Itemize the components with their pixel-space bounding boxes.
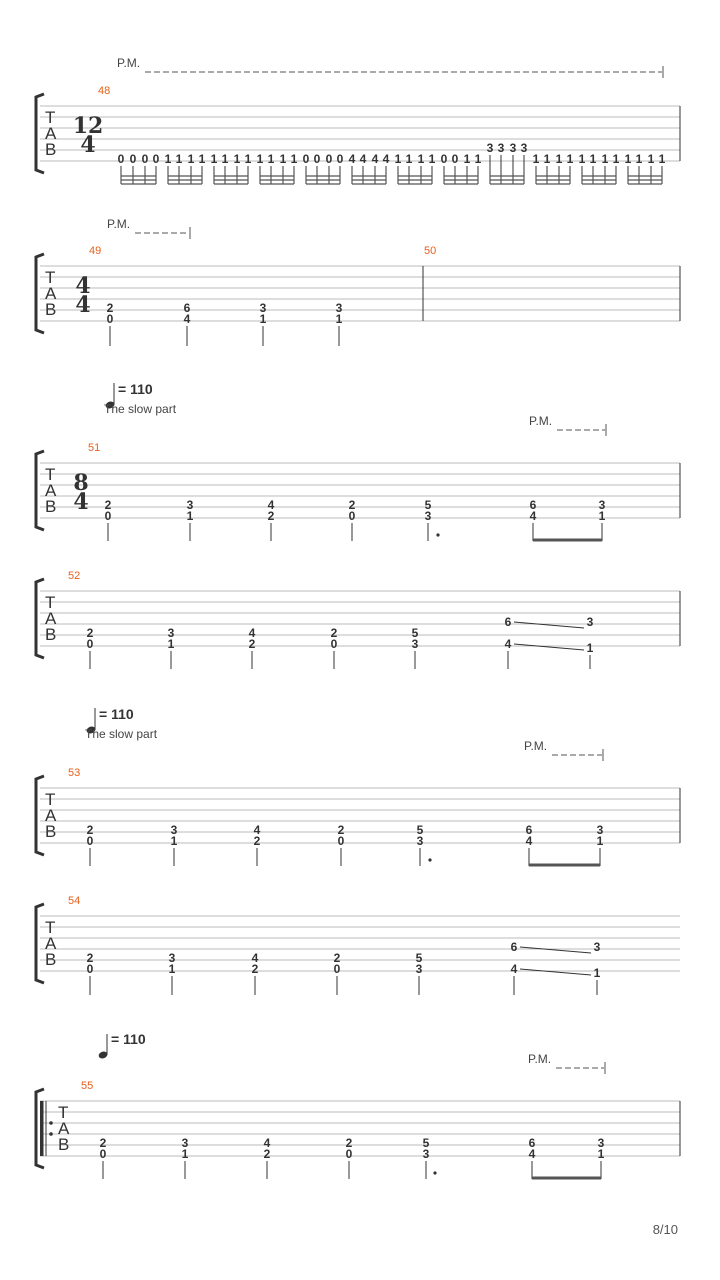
fret-number: 3: [168, 951, 176, 965]
fret-number: 1: [221, 152, 229, 166]
measure-number: 48: [98, 85, 111, 97]
staff-lines: [40, 788, 680, 843]
fret-number: 3: [509, 141, 517, 155]
tab-letter-b: B: [45, 497, 57, 516]
fret-number: 6: [525, 823, 533, 837]
fret-number: 5: [424, 498, 432, 512]
fret-number: 6: [528, 1136, 536, 1150]
time-signature-top: 4: [75, 273, 91, 299]
tab-letter-t: T: [45, 918, 56, 937]
fret-number: 2: [99, 1136, 107, 1150]
fret-number: 1: [290, 152, 298, 166]
fret-number: 1: [405, 152, 413, 166]
fret-number: 4: [371, 152, 379, 166]
fret-number: 1: [279, 152, 287, 166]
fret-number: 2: [263, 1147, 271, 1161]
fret-number: 4: [267, 498, 275, 512]
fret-number: 1: [589, 152, 597, 166]
measure-number: 54: [68, 895, 81, 907]
fret-number: 1: [543, 152, 551, 166]
fret-number: 0: [86, 962, 94, 976]
fret-number: 1: [335, 312, 343, 326]
tempo-marking: = 110: [111, 1031, 146, 1047]
fret-number: 6: [510, 940, 518, 954]
fret-number: 4: [525, 834, 533, 848]
fret-notes: [87, 615, 594, 669]
fret-number: 0: [106, 312, 114, 326]
fret-notes: [100, 1136, 605, 1179]
fret-number: 1: [532, 152, 540, 166]
dotted-rhythm: [433, 1171, 436, 1174]
fret-number: 1: [187, 152, 195, 166]
fret-number: 3: [586, 615, 594, 629]
fret-number: 3: [598, 498, 606, 512]
fret-number: 1: [417, 152, 425, 166]
fret-number: 1: [394, 152, 402, 166]
fret-number: 4: [348, 152, 356, 166]
dotted-rhythm: [428, 858, 431, 861]
fret-number: 3: [596, 823, 604, 837]
fret-number: 1: [259, 312, 267, 326]
tab-letter-b: B: [45, 625, 57, 644]
fret-number: 1: [267, 152, 275, 166]
system-48: [36, 56, 680, 184]
time-signature-bottom: 4: [80, 132, 96, 158]
section-text: The slow part: [104, 402, 177, 416]
fret-notes: [87, 823, 604, 866]
fret-number: 4: [183, 312, 191, 326]
fret-number: 1: [244, 152, 252, 166]
tempo-marking: = 110: [118, 381, 153, 397]
fret-number: 2: [104, 498, 112, 512]
fret-notes: [107, 301, 343, 346]
fret-number: 3: [520, 141, 528, 155]
fret-number: 4: [251, 951, 259, 965]
fret-number: 1: [198, 152, 206, 166]
fret-number: 3: [411, 637, 419, 651]
tab-letter-t: T: [45, 108, 56, 127]
tab-letter-t: T: [45, 268, 56, 287]
time-signature-bottom: 4: [75, 292, 91, 318]
fret-number: 1: [593, 966, 601, 980]
fret-number: 3: [259, 301, 267, 315]
fret-number: 3: [335, 301, 343, 315]
fret-number: 2: [267, 509, 275, 523]
fret-number: 1: [555, 152, 563, 166]
fret-number: 2: [86, 951, 94, 965]
system-53: [36, 706, 680, 866]
fret-number: 5: [411, 626, 419, 640]
fret-number: 0: [336, 152, 344, 166]
time-signature-top: 8: [73, 470, 89, 496]
fret-number: 2: [248, 637, 256, 651]
measure-number: 52: [68, 570, 81, 582]
fret-number: 0: [348, 509, 356, 523]
fret-number: 4: [510, 962, 518, 976]
fret-number: 0: [337, 834, 345, 848]
tab-letter-a: A: [45, 934, 57, 953]
fret-number: 3: [415, 962, 423, 976]
fret-number: 0: [86, 834, 94, 848]
tab-letter-b: B: [45, 822, 57, 841]
fret-number: 1: [578, 152, 586, 166]
fret-notes: [87, 940, 601, 995]
fret-number: 1: [598, 509, 606, 523]
fret-number: 3: [486, 141, 494, 155]
tempo-marking: = 110: [99, 706, 134, 722]
slide-line: [514, 644, 584, 650]
fret-number: 6: [504, 615, 512, 629]
fret-number: 1: [463, 152, 471, 166]
fret-number: 3: [597, 1136, 605, 1150]
fret-number: 3: [424, 509, 432, 523]
tab-letter-b: B: [58, 1135, 70, 1154]
fret-number: 4: [504, 637, 512, 651]
fret-number: 1: [186, 509, 194, 523]
fret-number: 1: [428, 152, 436, 166]
fret-number: 1: [596, 834, 604, 848]
fret-number: 1: [612, 152, 620, 166]
fret-number: 6: [529, 498, 537, 512]
palm-mute-label: P.M.: [529, 414, 553, 428]
fret-notes: [105, 498, 606, 541]
fret-number: 0: [313, 152, 321, 166]
slide-line: [514, 622, 584, 628]
fret-number: 0: [302, 152, 310, 166]
repeat-dot: [49, 1132, 53, 1136]
fret-number: 1: [210, 152, 218, 166]
fret-number: 3: [416, 834, 424, 848]
fret-number: 3: [167, 626, 175, 640]
tab-letter-a: A: [45, 806, 57, 825]
fret-number: 2: [86, 823, 94, 837]
fret-number: 0: [345, 1147, 353, 1161]
fret-number: 1: [170, 834, 178, 848]
section-text: The slow part: [85, 727, 158, 741]
fret-number: 2: [253, 834, 261, 848]
fret-number: 1: [233, 152, 241, 166]
fret-number: 1: [256, 152, 264, 166]
fret-number: 3: [497, 141, 505, 155]
measure-number: 51: [88, 442, 101, 454]
palm-mute-label: P.M.: [107, 217, 131, 231]
measure-number: 55: [81, 1080, 94, 1092]
measure-number: 53: [68, 767, 81, 779]
staff-lines: [40, 266, 680, 321]
fret-number: 5: [416, 823, 424, 837]
fret-number: 1: [601, 152, 609, 166]
repeat-dot: [49, 1121, 53, 1125]
staff-lines: [40, 463, 680, 518]
tab-letter-a: A: [45, 481, 57, 500]
fret-number: 0: [129, 152, 137, 166]
fret-number: 1: [164, 152, 172, 166]
fret-number: 2: [330, 626, 338, 640]
fret-number: 0: [104, 509, 112, 523]
tab-letter-a: A: [45, 609, 57, 628]
system-51: [36, 381, 680, 541]
staff-lines: [40, 1101, 680, 1156]
fret-number: 0: [333, 962, 341, 976]
fret-number: 3: [181, 1136, 189, 1150]
tab-letter-a: A: [45, 284, 57, 303]
fret-number: 0: [99, 1147, 107, 1161]
fret-number: 4: [529, 509, 537, 523]
palm-mute-label: P.M.: [117, 56, 141, 70]
fret-number: 0: [330, 637, 338, 651]
fret-number: 1: [597, 1147, 605, 1161]
time-signature-bottom: 4: [73, 489, 89, 515]
tab-letter-b: B: [45, 300, 57, 319]
fret-number: 4: [248, 626, 256, 640]
dotted-rhythm: [436, 533, 439, 536]
repeat-start-thick-bar: [40, 1101, 44, 1156]
system-52: [36, 570, 680, 669]
fret-number: 4: [382, 152, 390, 166]
fret-number: 1: [566, 152, 574, 166]
palm-mute-label: P.M.: [524, 739, 548, 753]
tab-letter-b: B: [45, 950, 57, 969]
fret-number: 1: [586, 641, 594, 655]
fret-number: 4: [263, 1136, 271, 1150]
slide-line: [520, 947, 591, 953]
tab-letter-t: T: [45, 790, 56, 809]
fret-number: 2: [348, 498, 356, 512]
fret-number: 2: [345, 1136, 353, 1150]
fret-number: 0: [152, 152, 160, 166]
fret-number: 0: [440, 152, 448, 166]
fret-number: 1: [635, 152, 643, 166]
fret-number: 5: [415, 951, 423, 965]
fret-number: 1: [181, 1147, 189, 1161]
measure-number: 50: [424, 245, 437, 257]
fret-number: 5: [422, 1136, 430, 1150]
system-55: [36, 1031, 680, 1179]
fret-number: 2: [86, 626, 94, 640]
fret-notes: [118, 141, 666, 184]
fret-number: 3: [593, 940, 601, 954]
fret-number: 2: [251, 962, 259, 976]
tab-letter-t: T: [45, 593, 56, 612]
fret-number: 3: [170, 823, 178, 837]
staff-lines: [40, 916, 680, 971]
fret-number: 0: [86, 637, 94, 651]
tab-letter-t: T: [58, 1103, 69, 1122]
fret-number: 0: [117, 152, 125, 166]
fret-number: 4: [359, 152, 367, 166]
fret-number: 1: [474, 152, 482, 166]
fret-number: 6: [183, 301, 191, 315]
measure-number: 49: [89, 245, 102, 257]
fret-number: 4: [528, 1147, 536, 1161]
system-49: [36, 217, 680, 346]
tab-letter-a: A: [45, 124, 57, 143]
fret-number: 1: [658, 152, 666, 166]
fret-number: 1: [647, 152, 655, 166]
fret-number: 1: [624, 152, 632, 166]
tab-letter-t: T: [45, 465, 56, 484]
tab-letter-b: B: [45, 140, 57, 159]
fret-number: 1: [175, 152, 183, 166]
fret-number: 3: [422, 1147, 430, 1161]
palm-mute-label: P.M.: [528, 1052, 552, 1066]
page-number: 8/10: [652, 1222, 678, 1237]
fret-number: 0: [325, 152, 333, 166]
tab-letter-a: A: [58, 1119, 70, 1138]
fret-number: 3: [186, 498, 194, 512]
fret-number: 2: [106, 301, 114, 315]
fret-number: 4: [253, 823, 261, 837]
slide-line: [520, 969, 591, 975]
fret-number: 2: [333, 951, 341, 965]
time-signature-top: 12: [72, 113, 104, 139]
fret-number: 0: [451, 152, 459, 166]
fret-number: 1: [167, 637, 175, 651]
fret-number: 0: [141, 152, 149, 166]
fret-number: 1: [168, 962, 176, 976]
system-54: [36, 895, 680, 995]
fret-number: 2: [337, 823, 345, 837]
staff-lines: [40, 591, 680, 646]
